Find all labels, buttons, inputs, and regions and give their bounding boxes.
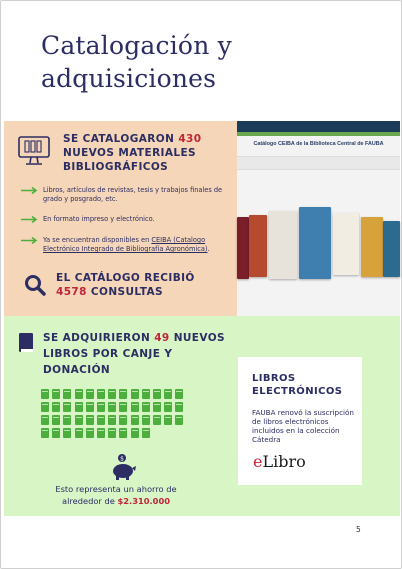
book-pictogram: [153, 402, 161, 412]
magnifier-icon: [23, 273, 47, 297]
book-pictogram: [131, 389, 139, 399]
arrow-icon: [21, 215, 39, 224]
book-pictogram: [164, 415, 172, 425]
book-pictogram: [108, 428, 116, 438]
book-pictogram: [175, 402, 183, 412]
book-pictogram: [63, 402, 71, 412]
book-pictogram: [97, 428, 105, 438]
book-pictogram: [52, 402, 60, 412]
saving-text: Esto representa un ahorro de alrededor de $2.310.000: [55, 484, 177, 506]
book-cover: [361, 217, 383, 277]
bullet-item: Ya se encuentran disponibles en CEIBA (Catalogo Electrónico Integrado de Bibliografía Agronómica).: [21, 236, 231, 254]
piggy-bank-icon: [108, 453, 138, 481]
book-cover: [237, 217, 249, 279]
book-icon: [17, 332, 35, 354]
book-pictogram: [108, 389, 116, 399]
catalog-headline: SE CATALOGARON 430 NUEVOS MATERIALES BIBLIOGRÁFICOS: [63, 133, 202, 173]
book-cover: [269, 211, 297, 279]
book-pictogram: [52, 415, 60, 425]
book-cover: [333, 213, 359, 275]
catalog-screenshot: [237, 121, 400, 316]
book-pictogram: [142, 428, 150, 438]
book-pictogram: [119, 415, 127, 425]
book-cover: [299, 207, 331, 279]
book-pictogram: [164, 389, 172, 399]
screenshot-caption: Catálogo CEIBA de la Biblioteca Central de FAUBA: [253, 141, 384, 147]
book-pictogram: [153, 415, 161, 425]
book-pictogram: [142, 415, 150, 425]
book-pictogram: [97, 389, 105, 399]
book-pictogram: [142, 402, 150, 412]
book-pictogram: [175, 415, 183, 425]
book-pictogram: [142, 389, 150, 399]
book-pictogram: [63, 415, 71, 425]
book-cover: [383, 221, 400, 277]
book-pictogram: [131, 428, 139, 438]
page-number: 5: [356, 525, 361, 534]
book-pictogram: [108, 402, 116, 412]
book-cover: [249, 215, 267, 277]
ebooks-title: LIBROS ELECTRÓNICOS: [252, 373, 343, 397]
bullet-item: Libros, artículos de revistas, tesis y trabajos finales de grado y posgrado, etc.: [21, 186, 231, 204]
book-pictogram: [86, 402, 94, 412]
arrow-icon: [21, 186, 39, 195]
bullet-item: En formato impreso y electrónico.: [21, 215, 231, 224]
book-pictogram: [108, 415, 116, 425]
book-pictogram: [119, 402, 127, 412]
book-pictogram: [175, 389, 183, 399]
ebooks-description: FAUBA renovó la suscripción de libros electrónicos incluidos en la colección Cátedra: [252, 408, 354, 444]
book-pictogram: [164, 402, 172, 412]
book-pictogram: [52, 389, 60, 399]
book-pictogram: [153, 389, 161, 399]
book-pictogram: [86, 389, 94, 399]
book-pictogram: [97, 415, 105, 425]
book-pictogram: [86, 415, 94, 425]
book-pictogram: [86, 428, 94, 438]
book-pictogram: [97, 402, 105, 412]
book-pictogram: [131, 415, 139, 425]
page-title: Catalogación y adquisiciones: [41, 31, 232, 93]
monitor-books-icon: [17, 135, 51, 167]
book-pictogram: [75, 428, 83, 438]
book-pictogram: [41, 415, 49, 425]
ceiba-link[interactable]: CEIBA (Catalogo Electrónico Integrado de Bibliografía Agronómica): [43, 236, 208, 253]
book-pictogram: [75, 415, 83, 425]
book-pictogram: [119, 428, 127, 438]
book-pictogram: [119, 389, 127, 399]
book-pictogram: [41, 389, 49, 399]
book-pictogram: [75, 389, 83, 399]
consult-count: EL CATÁLOGO RECIBIÓ 4578 CONSULTAS: [56, 272, 195, 298]
arrow-icon: [21, 236, 39, 245]
ebooks-card: [238, 357, 362, 485]
acquisition-headline: SE ADQUIRIERON 49 NUEVOS LIBROS POR CANJE Y DONACIÓN: [43, 332, 226, 376]
svg-text:$: $: [120, 455, 124, 463]
book-pictogram: [52, 428, 60, 438]
book-pictogram: [131, 402, 139, 412]
book-pictogram: [63, 428, 71, 438]
book-pictogram: [41, 428, 49, 438]
book-pictogram: [41, 402, 49, 412]
book-pictogram: [63, 389, 71, 399]
elibro-logo: eLibro: [253, 452, 306, 471]
book-pictogram: [75, 402, 83, 412]
